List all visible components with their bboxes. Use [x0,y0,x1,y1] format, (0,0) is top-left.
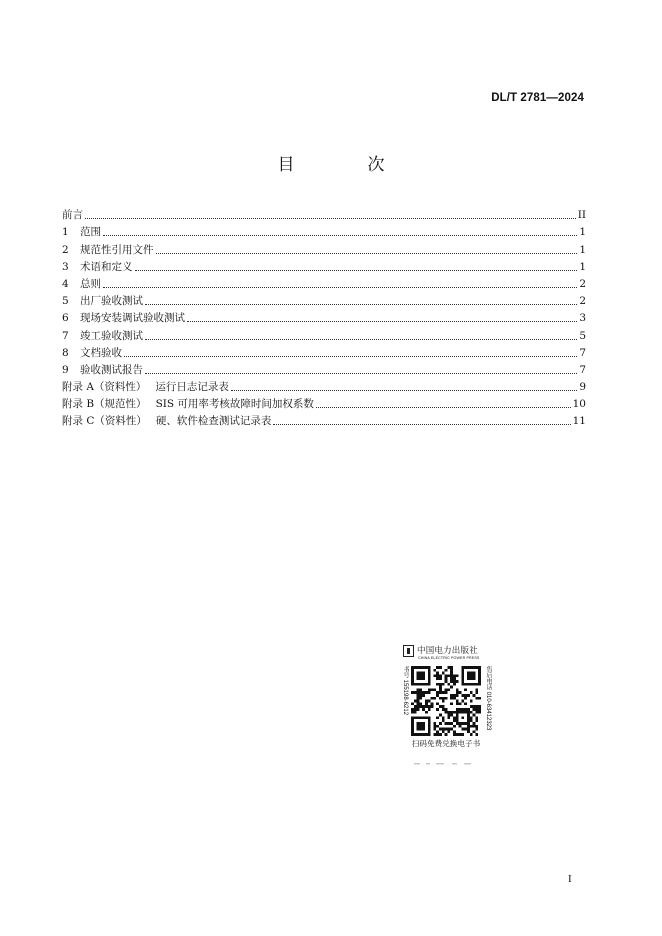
toc-entry-page: 1 [579,226,586,239]
toc-entry-3[interactable] [62,257,586,274]
publisher-qr-block [400,642,492,770]
toc-entry-appendix-a[interactable] [62,377,586,394]
toc-leader [124,355,577,357]
publisher-name-english: CHINA ELECTRIC POWER PRESS [418,656,480,660]
toc-entry-5[interactable] [62,291,586,308]
toc-entry-page: 7 [579,363,586,376]
publisher-emblem-icon [403,645,414,657]
toc-entry-appendix-b[interactable] [62,394,586,411]
page-title: 目 次 [277,155,413,175]
toc-entry-6[interactable] [62,308,586,325]
service-phone: 售后电话 010-63412323 [485,666,491,731]
publisher-name: 中国电力出版社 [417,646,478,656]
toc-entry-number: 2 [62,243,69,256]
toc-entry-number: 8 [62,346,69,359]
toc-entry-label: 验收测试报告 [80,363,143,376]
toc-entry-label: 文档验收 [80,346,122,359]
toc-leader [316,406,571,408]
toc-entry-label: 竣工验收测试 [80,329,143,342]
toc-entry-number: 5 [62,295,69,308]
toc-leader [231,389,577,391]
toc-entry-page: 3 [579,312,586,325]
toc-entry-1[interactable] [62,222,586,239]
qr-caption: 扫码免费兑换电子书 [411,739,481,748]
toc-entry-label: 术语和定义 [80,260,133,273]
toc-entry-appendix-c[interactable] [62,411,586,428]
toc-entry-number: 6 [62,312,69,325]
toc-entry-number: 4 [62,277,69,290]
toc-leader [273,423,570,425]
toc-leader [156,252,578,254]
toc-leader [187,320,577,322]
toc-entry-page: 7 [579,346,586,359]
toc-entry-page: 9 [579,381,586,394]
toc-entry-page: 1 [579,243,586,256]
toc-entry-number: 9 [62,363,69,376]
toc-leader [85,217,576,219]
toc-entry-page: 5 [579,329,586,342]
toc-entry-label: 规范性引用文件 [80,243,154,256]
toc-appendix-designation: 附录 A（资料性） [62,381,147,394]
toc-entry-7[interactable] [62,325,586,342]
toc-appendix-designation: 附录 C（资料性） [62,415,147,428]
toc-leader [135,269,578,271]
standard-code: DL/T 2781—2024 [491,92,584,104]
toc-entry-label: 出厂验收测试 [80,295,143,308]
toc-entry-label: 运行日志记录表 [155,381,229,394]
toc-entry-label: 硬、软件检查测试记录表 [155,415,272,428]
toc-entry-page: 11 [572,415,586,428]
book-number: 书号 155198·6212 [402,666,408,716]
toc-entry-8[interactable] [62,343,586,360]
toc-entry-4[interactable] [62,274,586,291]
toc-entry-9[interactable] [62,360,586,377]
toc-entry-2[interactable] [62,239,586,256]
toc-entry-foreword[interactable] [62,205,586,222]
toc-leader [145,338,577,340]
publisher-logo [400,642,492,664]
toc-entry-number: 3 [62,260,69,273]
toc-entry-page: 2 [579,277,586,290]
toc-entry-page: 2 [579,295,586,308]
toc-entry-label: 现场安装调试验收测试 [80,312,185,325]
toc-leader [145,372,577,374]
toc-entry-page: II [577,209,586,222]
toc-leader [103,286,577,288]
table-of-contents [62,205,586,428]
page-number: I [568,873,572,885]
toc-entry-label: SIS 可用率考核故障时间加权系数 [155,398,314,411]
toc-entry-page: 1 [579,260,586,273]
toc-entry-number: 7 [62,329,69,342]
toc-entry-number: 1 [62,226,69,239]
toc-entry-label: 范围 [80,226,101,239]
toc-appendix-designation: 附录 B（规范性） [62,398,147,411]
toc-leader [145,303,577,305]
toc-entry-label: 前言 [62,209,83,222]
toc-entry-label: 总则 [80,277,101,290]
faint-mark [412,762,482,766]
toc-leader [103,234,577,236]
toc-entry-page: 10 [572,398,586,411]
qr-code-icon[interactable] [411,666,481,736]
